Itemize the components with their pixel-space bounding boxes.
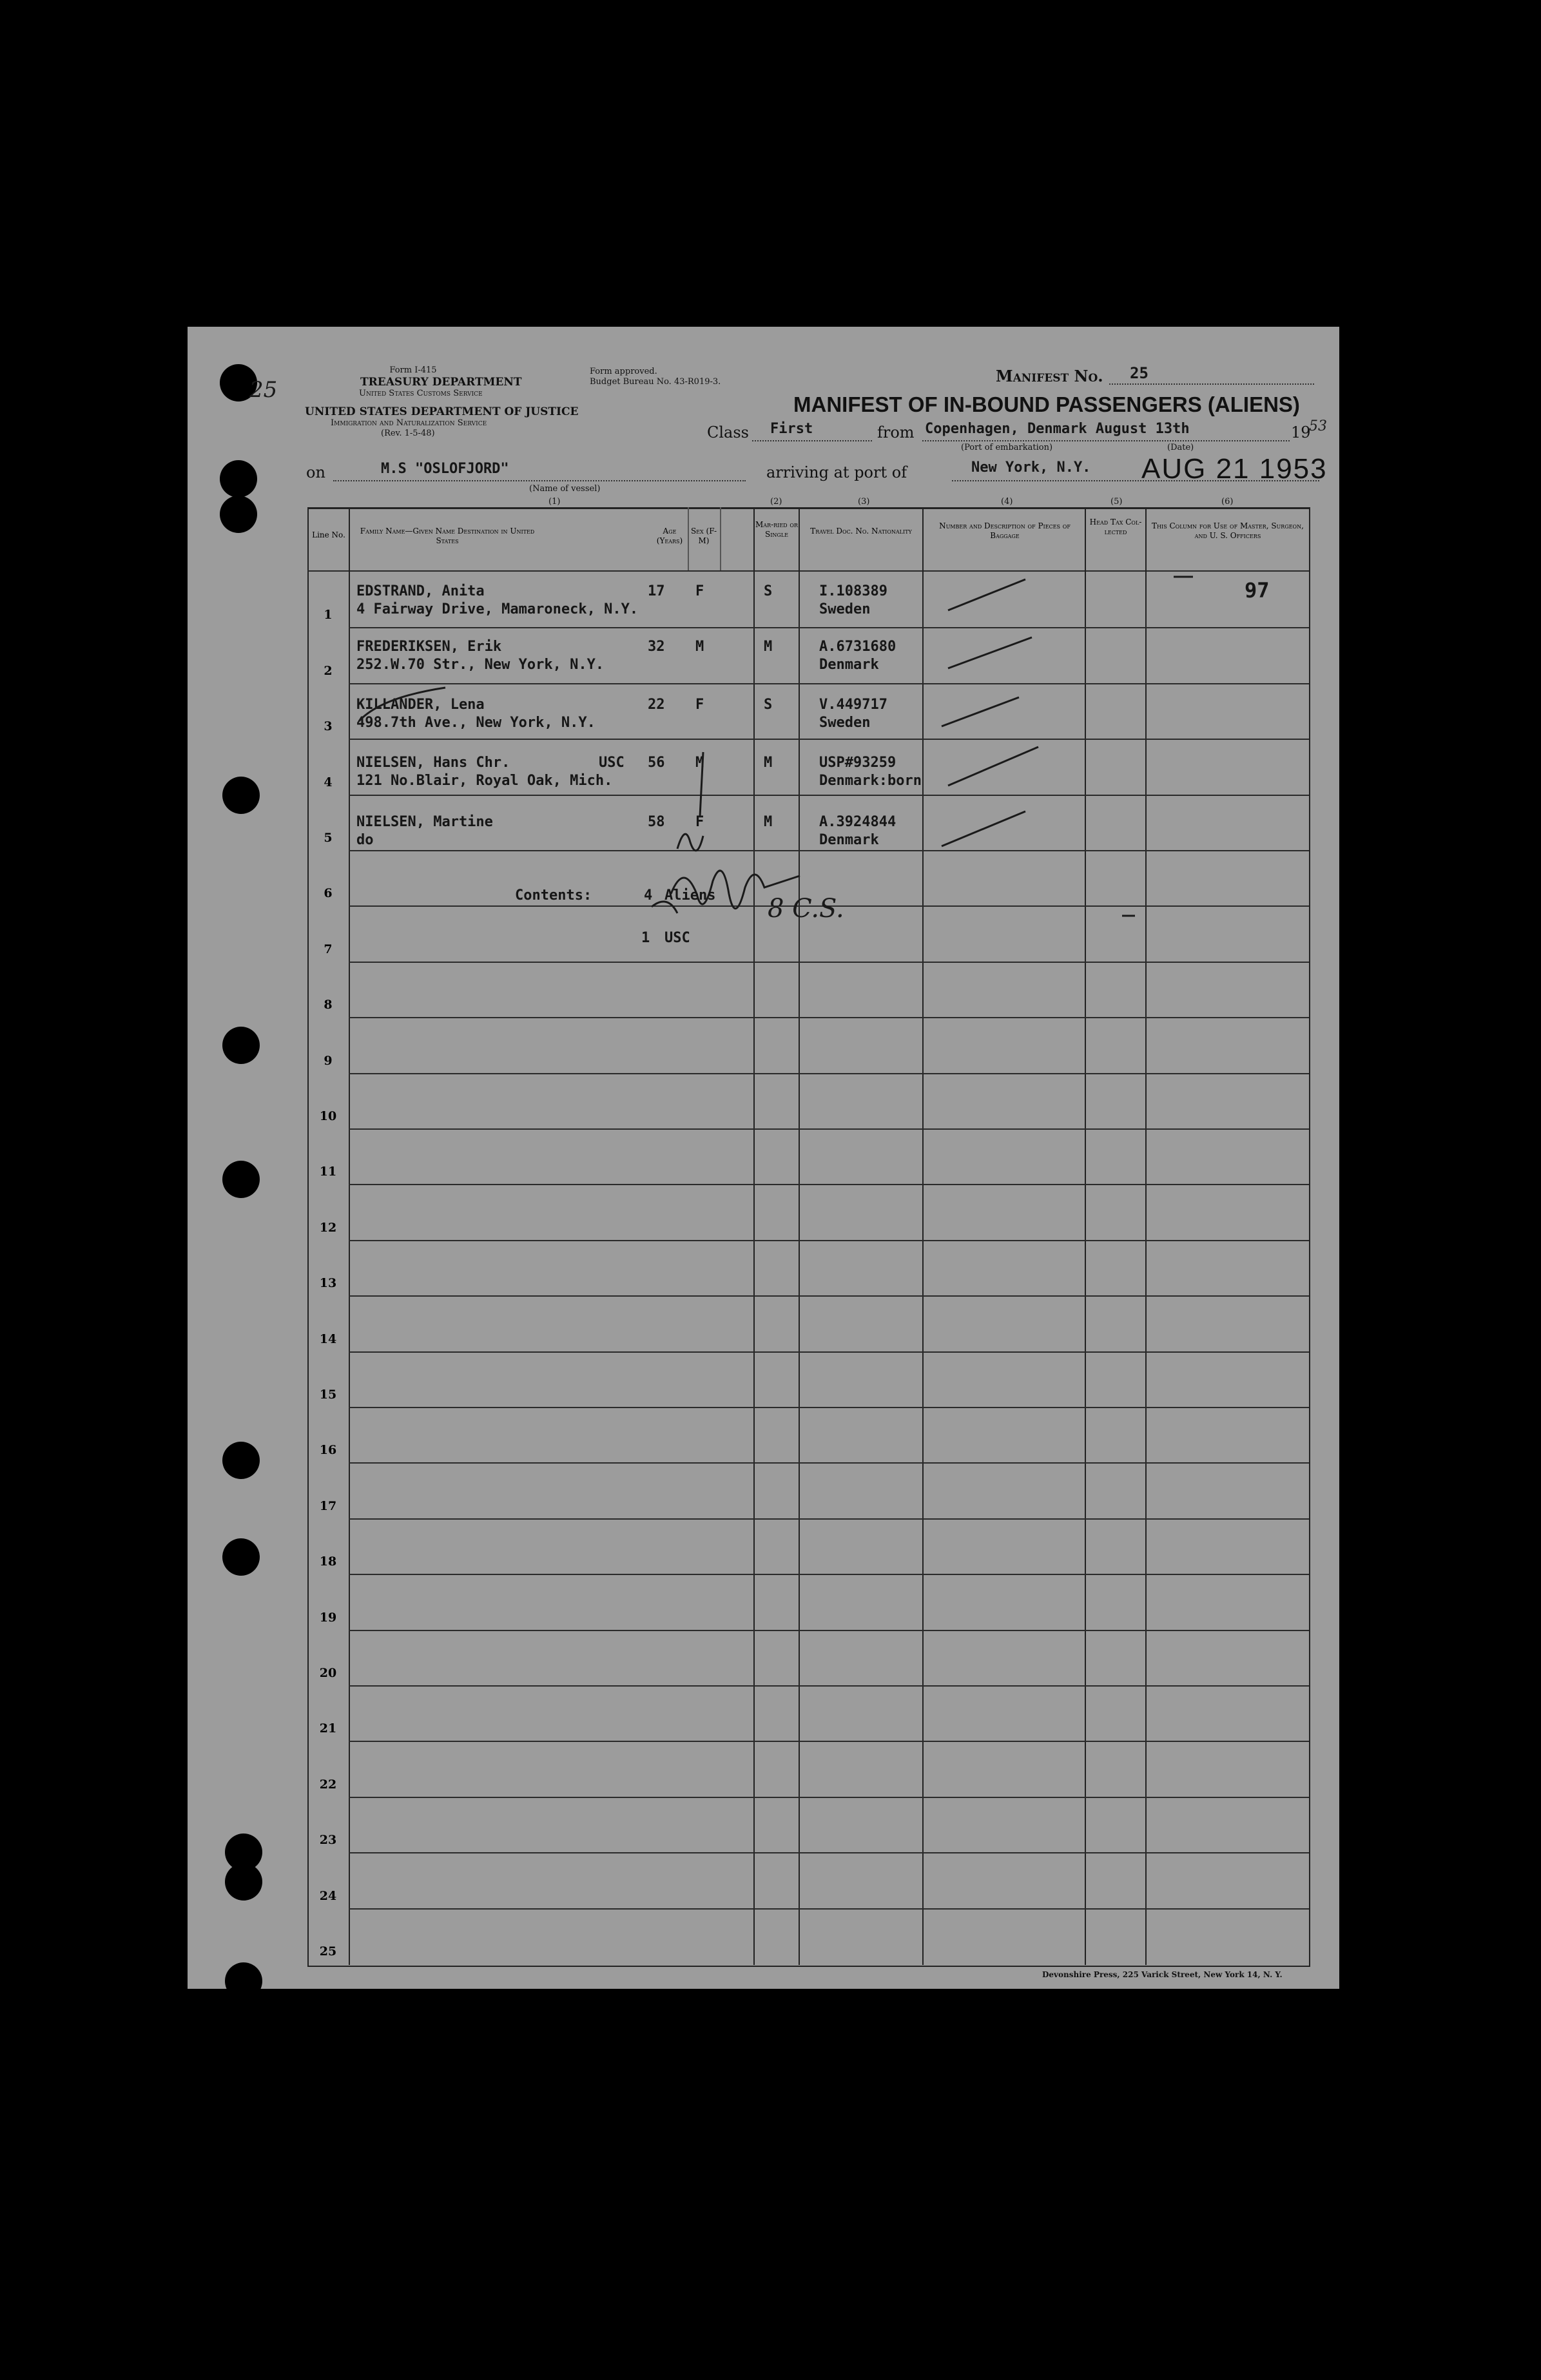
- contents-count-usc: 1: [641, 930, 650, 946]
- passenger-age: 58: [648, 814, 665, 830]
- passenger-sex: M: [695, 639, 704, 655]
- line-number: 25: [319, 1944, 337, 1959]
- line-number: 11: [319, 1165, 337, 1179]
- col-head-sex: Sex (F-M): [690, 527, 717, 545]
- contents-handwritten: 8 C.S.: [768, 894, 844, 924]
- arriving-label: arriving at port of: [766, 463, 907, 481]
- line-number: 8: [324, 998, 333, 1012]
- passenger-destination: 498.7th Ave., New York, N.Y.: [356, 715, 596, 731]
- line-number: 16: [319, 1443, 337, 1457]
- passenger-name: KILLANDER, Lena: [356, 697, 485, 713]
- line-number: 21: [319, 1721, 337, 1736]
- line-number: 10: [319, 1109, 337, 1123]
- embarkation-port: Copenhagen, Denmark August 13th: [925, 421, 1190, 437]
- line-number: 1: [324, 608, 333, 622]
- passenger-destination: do: [356, 832, 374, 848]
- vessel-name: M.S "OSLOFJORD": [381, 461, 509, 477]
- contents-aliens: Aliens: [664, 887, 716, 904]
- passenger-destination: 121 No.Blair, Royal Oak, Mich.: [356, 773, 613, 789]
- check-stroke: [948, 747, 1038, 786]
- contents-label: Contents:: [515, 887, 592, 904]
- line-number: 18: [319, 1554, 337, 1569]
- passenger-destination: 4 Fairway Drive, Mamaroneck, N.Y.: [356, 601, 639, 617]
- passenger-name: NIELSEN, Martine: [356, 814, 493, 830]
- passenger-marital: M: [764, 639, 773, 655]
- department: UNITED STATES DEPARTMENT OF JUSTICE: [305, 405, 579, 418]
- agency-top: TREASURY DEPARTMENT: [360, 376, 522, 389]
- line-number: 14: [319, 1332, 337, 1346]
- col-head-officers: This Column for Use of Master, Surgeon, and U. S. Officers: [1152, 521, 1304, 540]
- col-head-line: Line No.: [312, 530, 345, 539]
- arrival-port: New York, N.Y.: [971, 460, 1091, 476]
- passenger-destination: 252.W.70 Str., New York, N.Y.: [356, 657, 605, 673]
- passenger-sex: M: [695, 755, 704, 771]
- revision: (Rev. 1-5-48): [381, 429, 435, 438]
- col-num-3: (3): [858, 497, 870, 507]
- check-stroke: [948, 637, 1032, 668]
- passenger-nationality: Denmark: [819, 832, 879, 848]
- line-number: 19: [319, 1611, 337, 1625]
- agency-sub: United States Customs Service: [359, 389, 483, 398]
- class-value: First: [770, 421, 813, 437]
- passenger-sex: F: [695, 583, 704, 599]
- passenger-nationality: Sweden: [819, 715, 871, 731]
- passenger-marital: S: [764, 697, 773, 713]
- passenger-marital: S: [764, 583, 773, 599]
- col-head-baggage: Number and Description of Pieces of Baggage: [939, 521, 1071, 540]
- passenger-marital: M: [764, 814, 773, 830]
- margin-handwriting: 25: [249, 377, 278, 403]
- line-number: 20: [319, 1666, 337, 1680]
- vessel-caption: (Name of vessel): [529, 484, 601, 494]
- col-num-4: (4): [1001, 497, 1013, 507]
- line-number: 4: [324, 775, 333, 789]
- contents-usc: USC: [664, 930, 690, 946]
- printer-imprint: Devonshire Press, 225 Varick Street, New York 14, N. Y.: [1042, 1970, 1283, 1979]
- year-value: 53: [1309, 418, 1327, 434]
- check-stroke: [359, 688, 445, 721]
- passenger-citizen-mark: USC: [599, 755, 625, 771]
- manifest-number: 25: [1130, 364, 1148, 382]
- line-number: 13: [319, 1276, 337, 1290]
- line-number: 3: [324, 719, 333, 733]
- col-num-6: (6): [1221, 497, 1234, 507]
- passenger-age: 32: [648, 639, 665, 655]
- passenger-doc: USP#93259: [819, 755, 896, 771]
- check-stroke: [942, 697, 1019, 726]
- from-label: from: [877, 423, 915, 441]
- passenger-age: 56: [648, 755, 665, 771]
- col-head-name: Family Name—Given Name Destination in United States: [360, 527, 535, 545]
- col-head-travel: Travel Doc. No. Nationality: [810, 527, 912, 536]
- passenger-name: EDSTRAND, Anita: [356, 583, 485, 599]
- embarkation-caption: (Port of embarkation): [961, 443, 1053, 452]
- passenger-sex: F: [695, 814, 704, 830]
- col-num-2: (2): [770, 497, 782, 507]
- passenger-age: 22: [648, 697, 665, 713]
- year-prefix: 19: [1291, 423, 1311, 441]
- check-stroke: [948, 579, 1025, 610]
- line-number: 7: [324, 942, 333, 956]
- passenger-name: NIELSEN, Hans Chr.: [356, 755, 510, 771]
- passenger-marital: M: [764, 755, 773, 771]
- passenger-doc: I.108389: [819, 583, 887, 599]
- line-number: 17: [319, 1499, 337, 1513]
- check-stroke: [677, 834, 703, 851]
- line-number: 9: [324, 1054, 333, 1068]
- passenger-sex: F: [695, 697, 704, 713]
- manifest-title: MANIFEST OF IN-BOUND PASSENGERS (ALIENS): [793, 392, 1300, 416]
- col-head-married: Mar-ried or Single: [755, 520, 798, 539]
- col-head-headtax: Head Tax Col-lected: [1089, 518, 1142, 536]
- check-marks: [188, 327, 1339, 1989]
- line-number: 12: [319, 1221, 337, 1235]
- class-label: Class: [707, 423, 749, 441]
- on-label: on: [306, 463, 325, 481]
- col-head-age: Age (Years): [656, 527, 683, 545]
- passenger-doc: A.3924844: [819, 814, 896, 830]
- officer-note: 97: [1245, 578, 1270, 603]
- line-number: 22: [319, 1777, 337, 1792]
- passenger-age: 17: [648, 583, 665, 599]
- manifest-sheet: [188, 327, 1339, 1989]
- line-number: 15: [319, 1388, 337, 1402]
- line-number: 6: [324, 886, 333, 900]
- line-number: 23: [319, 1833, 337, 1847]
- service: Immigration and Naturalization Service: [331, 418, 487, 428]
- date-caption: (Date): [1167, 443, 1194, 452]
- line-number: 2: [324, 664, 333, 678]
- passenger-doc: A.6731680: [819, 639, 896, 655]
- manifest-label: Manifest No.: [996, 367, 1103, 385]
- form-number: Form I-415: [389, 365, 437, 375]
- check-stroke: [700, 752, 703, 817]
- passenger-nationality: Denmark:born: [819, 773, 922, 789]
- passenger-name: FREDERIKSEN, Erik: [356, 639, 502, 655]
- line-number: 24: [319, 1889, 337, 1903]
- budget-bureau: Budget Bureau No. 43-R019-3.: [590, 377, 721, 387]
- col-num-5: (5): [1110, 497, 1123, 507]
- col-num-1: (1): [548, 497, 561, 507]
- line-number: 5: [324, 831, 333, 845]
- approval: Form approved.: [590, 367, 657, 376]
- passenger-doc: V.449717: [819, 697, 887, 713]
- passenger-nationality: Denmark: [819, 657, 879, 673]
- arrival-date-stamp: AUG 21 1953: [1141, 453, 1328, 485]
- passenger-nationality: Sweden: [819, 601, 871, 617]
- check-stroke: [942, 811, 1025, 846]
- contents-count-aliens: 4: [644, 887, 653, 904]
